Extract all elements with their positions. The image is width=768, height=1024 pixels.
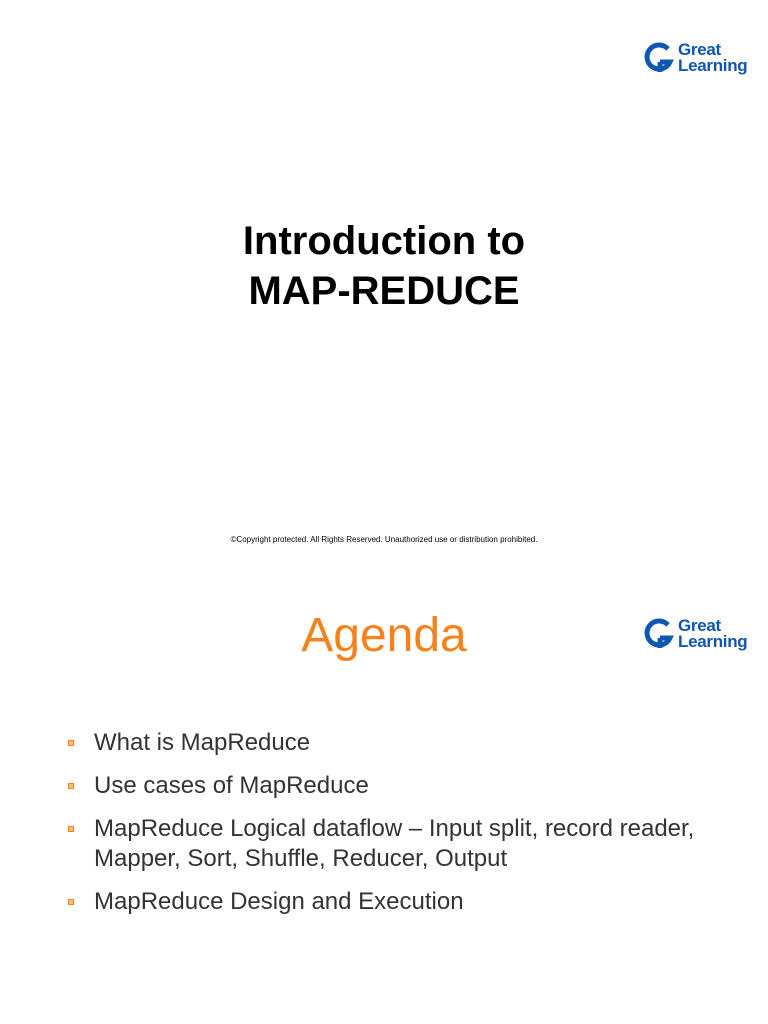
agenda-item — [68, 771, 708, 801]
great-learning-g-logo-icon — [644, 42, 674, 74]
agenda-item — [68, 728, 708, 758]
agenda-item-text: MapReduce Logical dataflow – Input split, record reader, Mapper, Sort, Shuffle, Reducer, Output — [94, 815, 695, 872]
copyright-notice: ©Copyright protected. All Rights Reserved. Unauthorized use or distribution prohibited. — [230, 535, 538, 544]
agenda-item-text: MapReduce Design and Execution — [94, 888, 464, 915]
square-bullet-icon — [68, 740, 74, 746]
agenda-item-text: What is MapReduce — [94, 729, 311, 756]
logo-word-2: Learning — [678, 56, 748, 75]
square-bullet-icon — [68, 899, 74, 905]
logo-wordmark — [678, 42, 747, 74]
slide-title — [0, 216, 768, 316]
agenda-heading: Agenda — [301, 609, 467, 662]
agenda-list — [68, 728, 708, 930]
square-bullet-icon — [68, 826, 74, 832]
great-learning-logo — [644, 42, 747, 74]
agenda-item-text: Use cases of MapReduce — [94, 772, 369, 799]
slide-title-line-1: Introduction to — [242, 219, 526, 263]
logo-word-2: Learning — [678, 632, 748, 651]
square-bullet-icon — [68, 783, 74, 789]
agenda-slide — [0, 580, 768, 1024]
logo-word-1: Great — [678, 40, 721, 59]
agenda-item — [68, 814, 708, 874]
slide-title-line-2: MAP-REDUCE — [248, 269, 520, 313]
agenda-item — [68, 887, 708, 917]
logo-word-1: Great — [678, 616, 721, 635]
